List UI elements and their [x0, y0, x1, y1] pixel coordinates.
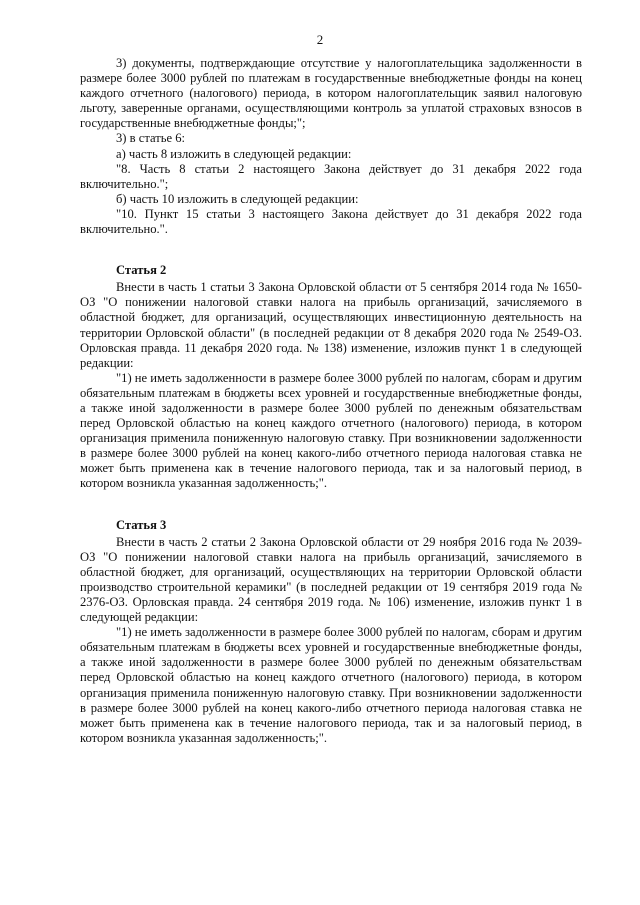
paragraph-article-6: 3) в статье 6: [116, 131, 186, 146]
article-2-intro: Внести в часть 1 статьи 3 Закона Орловской области от 5 сентября 2014 года № 1650-ОЗ "О понижении налоговой ставки налога на прибыль организаций, зачисляемого в областной бюджет, для организаций, осуществляющих инвестиционную деятельность на территории Орловской области" (в последней редакции от 8 декабря 2020 года № 2549-ОЗ. Орловская правда. 11 декабря 2020 года. № 138) изменение, изложив пункт 1 в следующей редакции: [80, 280, 582, 370]
page-number: 2 [316, 32, 324, 47]
article-3-title: Статья 3 [116, 517, 167, 532]
paragraph-part-8-intro: а) часть 8 изложить в следующей редакции: [116, 146, 352, 161]
paragraph-documents-list: 3) документы, подтверждающие отсутствие у налогоплательщика задолженности в размере более 3000 рублей по платежам в государственные внебюджетные фонды на конец каждого отчетного (налогового) периода, в котором налогоплательщик заявил налоговую льготу, заверенные органами, осуществляющими контроль за уплатой страховых взносов в государственные внебюджетные фонды;"; [80, 56, 582, 131]
article-3-intro: Внести в часть 2 статьи 2 Закона Орловской области от 29 ноября 2016 года № 2039-ОЗ "О понижении налоговой ставки налога на прибыль организаций, зачисляемого в областной бюджет, для организаций, осуществляющих на территории Орловской области производство строительной керамики" (в последней редакции от 19 сентября 2019 года № 2376-ОЗ. Орловская правда. 24 сентября 2019 года. № 106) изменение, изложив пункт 1 в следующей редакции: [80, 534, 582, 625]
paragraph-part-8-text: "8. Часть 8 статьи 2 настоящего Закона действует до 31 декабря 2022 года включительно."; [80, 161, 582, 191]
article-2-quote: "1) не иметь задолженности в размере более 3000 рублей по налогам, сборам и другим обязательным платежам в бюджеты всех уровней и государственные внебюджетные фонды, а также иной задолженности в размере более 3000 рублей по денежным обязательствам перед Орловской областью на конец каждого отчетного (налогового) периода, в котором организация применила пониженную налоговую ставку. При возникновении задолженности в размере более 3000 рублей на конец какого-либо отчетного периода налоговая ставка не может быть применена как в течение налогового периода, так и за налоговый период, в котором возникла указанная задолженность;". [80, 370, 582, 491]
paragraph-part-10-text: "10. Пункт 15 статьи 3 настоящего Закона действует до 31 декабря 2022 года включительно.". [80, 206, 582, 237]
document-body [80, 56, 582, 746]
article-3-quote: "1) не иметь задолженности в размере более 3000 рублей по налогам, сборам и другим обязательным платежам в бюджеты всех уровней и государственные внебюджетные фонды, а также иной задолженности в размере более 3000 рублей по денежным обязательствам перед Орловской областью на конец каждого отчетного (налогового) периода, в котором организация применила пониженную налоговую ставку. При возникновении задолженности в размере более 3000 рублей на конец какого-либо отчетного периода налоговая ставка не может быть применена как в течение налогового периода, так и за налоговый период, в котором возникла указанная задолженность;". [80, 625, 582, 745]
article-2-title: Статья 2 [116, 263, 167, 278]
paragraph-part-10-intro: б) часть 10 изложить в следующей редакции: [116, 191, 359, 206]
